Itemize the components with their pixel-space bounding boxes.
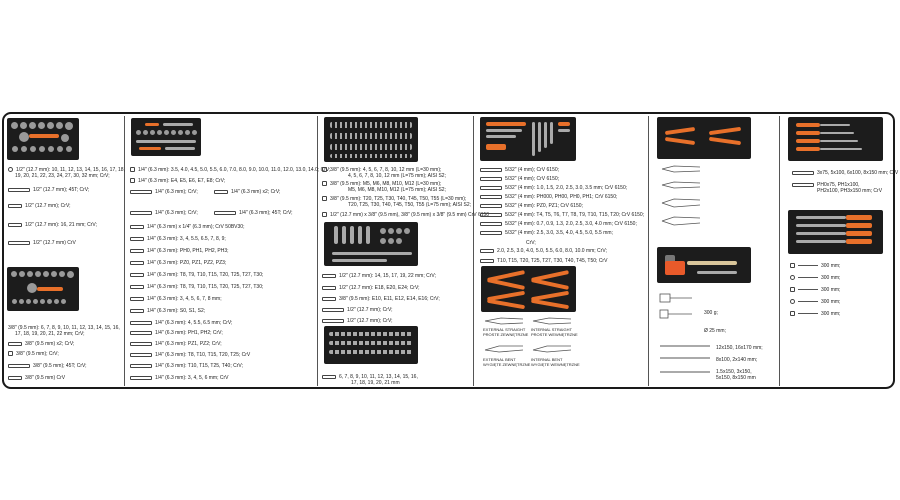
spec-line: 1/4" (6.3 mm): T8, T9, T10, T15, T20, T25, T27, T30; [130, 284, 263, 290]
spec-line: 3/8" (9.5 mm); 45T; CrV; [8, 363, 87, 369]
tray-image-long-sockets [324, 222, 418, 266]
spec-line: 1/4" (6.3 mm); CrV; [130, 210, 198, 216]
spec-line: 1/4" (6.3 mm): 3.5, 4.0, 4.5, 5.0, 5.5, 6.0, 7.0, 8.0, 9.0, 10.0, 11.0, 12.0, 13.0, 14.0; CrV; [130, 167, 330, 173]
spec-line: T10, T15, T20, T25, T27, T30, T40, T45, T50; CrV [480, 258, 607, 264]
spec-line: 3/8" (9.5 mm) CrV [8, 375, 65, 381]
spec-line: 1/4" (6.3 mm): S0, S1, S2; [130, 308, 205, 314]
spec-line: 3/8" (9.5 mm): T20, T25, T30, T40, T45, T50, T55 (L=30 mm); [322, 196, 466, 202]
spec-line: 300 mm; [790, 275, 840, 281]
spec-line: 300 mm; [790, 263, 840, 269]
pliers-outline-icon [531, 343, 575, 353]
spec-line: 3/8" (9.5 mm): 6, 7, 8, 9, 10, 11, 12, 13, 14, 15, 16, [8, 325, 120, 331]
column-divider [317, 116, 318, 386]
spec-line: 5/32" (4 mm); CrV 6150; [480, 176, 559, 182]
pliers-outline-icon [531, 316, 575, 326]
tray-image-circlip-pliers [481, 266, 576, 312]
plier-label: WYGIĘTE ZEWNĘTRZNE [483, 362, 531, 367]
spec-line: 5/32" (4 mm): PZ0, PZ1; CrV 6150; [480, 203, 583, 209]
spec-line: 17, 18, 19, 20, 21 mm [351, 380, 400, 386]
spec-line: CrV; [526, 240, 536, 246]
spec-line: 3/8" (9.5 mm) x2; CrV; [8, 341, 74, 347]
plier-label: WYGIĘTE WEWNĘTRZNE [531, 362, 580, 367]
spec-line: 5/32" (4 mm): 1.0, 1.5, 2.0, 2.5, 3.0, 3.5 mm; CrV 6150; [480, 185, 627, 191]
spec-line: T20, T25, T30, T40, T45, T50, T55 (L=75 mm); AISI S2; [348, 202, 471, 208]
spec-line: 1/4" (6.3 mm): T10, T15, T25, T40; CrV; [130, 363, 243, 369]
spec-line: 8x100, 2x140 mm; [716, 357, 758, 363]
spec-line: 300 mm; [790, 299, 840, 305]
tray-image-screwdrivers [788, 117, 883, 161]
spec-line: 19, 20, 21, 22, 23, 24, 27, 30, 32 mm; CrV; [15, 173, 110, 179]
spec-line: 12x150, 16x170 mm; [716, 345, 763, 351]
spec-line: 300 mm; [790, 287, 840, 293]
spec-line: 1/2" (12.7 mm): 16, 21 mm; CrV; [8, 222, 97, 228]
plier-label: PROSTE ZEWNĘTRZNE [483, 332, 529, 337]
spec-line: 1/2" (12.7 mm): 10, 11, 12, 13, 14, 15, 16, 17, 18, [8, 167, 125, 173]
spec-line: 3/8" (9.5 mm); CrV; [8, 351, 59, 357]
plier-label: INTERNAL STRAIGHT [531, 327, 572, 332]
spec-line: 3/8" (9.5 mm): E10, E11, E12, E14, E16; CrV; [322, 296, 440, 302]
pliers-outline-icon [483, 343, 527, 353]
spec-line: 1/4" (6.3 mm); 45T; CrV; [214, 210, 293, 216]
tray-image-files [788, 210, 883, 254]
spec-line: 5/32" (4 mm): 2.5, 3.0, 3.5, 4.0, 4.5, 5.0, 5.5 mm; [480, 230, 613, 236]
spec-line: 4, 5, 6, 7, 8, 10, 12 mm (L=75 mm); AISI S2; [348, 173, 446, 179]
pliers-outline-icon [660, 163, 708, 233]
spec-line: 5x150, 8x150 mm [716, 375, 756, 381]
spec-line: 1/4" (6.3 mm): 3, 4, 5.5, 6.5, 7, 8, 9; [130, 236, 226, 242]
plier-label: EXTERNAL BENT [483, 357, 516, 362]
spec-line: 2.0, 2.5, 3.0, 4.0, 5.0, 5.5, 6.0, 8.0, 10.0 mm; CrV; [480, 248, 607, 254]
spec-line: 5/32" (4 mm): PH000, PH00, PH0, PH1; CrV 6150; [480, 194, 617, 200]
spec-line: 1/4" (6.3 mm): 4, 5.5, 6.5 mm; CrV; [130, 320, 232, 326]
spec-line: 1/2" (12.7 mm); CrV; [322, 318, 393, 324]
tray-image-bits-and-sockets [324, 117, 418, 162]
spec-line: 300 g; [704, 310, 718, 316]
spec-line: PH0x75, PH1x100, [792, 182, 860, 188]
tray-image-quarter-inch-set [131, 118, 201, 156]
spec-line: 1/2" (12.7 mm) CrV [8, 240, 76, 246]
tray-image-half-inch-sockets [7, 118, 79, 160]
spec-line: 5/32" (4 mm); CrV 6150; [480, 167, 559, 173]
spec-line: 1/2" (12.7 mm); 45T; CrV; [8, 187, 89, 193]
spec-line: 3x75, 5x100, 6x100, 8x150 mm; CrV [792, 170, 898, 176]
column-divider [473, 116, 474, 386]
spec-line: 3/8" (9.5 mm): M5, M6, M8, M10, M12 (L=30 mm); [322, 181, 441, 187]
spec-line: PH2x100, PH3x150 mm; CrV [817, 188, 883, 194]
spec-line: 1/2" (12.7 mm); CrV; [322, 307, 393, 313]
tray-image-three-eighths-sockets [7, 267, 79, 311]
column-divider [124, 116, 125, 386]
spec-line: 1/4" (6.3 mm): PH1, PH2; CrV; [130, 330, 223, 336]
spec-line: 1/4" (6.3 mm): 3, 4, 5, 6 mm; CrV [130, 375, 228, 381]
spec-line: 1/4" (6.3 mm): 3, 4, 5, 6, 7, 8 mm; [130, 296, 222, 302]
spec-line: 3/8" (9.5 mm): 4, 5, 6, 7, 8, 10, 12 mm (L=30 mm); [322, 167, 441, 173]
spec-line: 5/32" (4 mm): 0.7, 0.9, 1.3, 2.0, 2.5, 3.0, 4.0 mm; CrV 6150; [480, 221, 637, 227]
spec-line: 17, 18, 19, 20, 21, 22 mm; CrV; [15, 331, 85, 337]
spec-line: 1/4" (6.3 mm): PZ1, PZ2; CrV; [130, 341, 222, 347]
plier-label: EXTERNAL STRAIGHT [483, 327, 526, 332]
spec-line: 300 mm; [790, 311, 840, 317]
spec-line: 1/4" (6.3 mm): PZ0, PZ1, PZ2, PZ3; [130, 260, 226, 266]
spec-line: 6, 7, 8, 9, 10, 11, 12, 13, 14, 15, 16, [322, 374, 418, 380]
tray-image-hammer-chisels [657, 247, 751, 283]
column-divider [779, 116, 780, 386]
plier-label: INTERNAL BENT [531, 357, 563, 362]
spec-line: Ø 25 mm; [704, 328, 726, 334]
column-divider [648, 116, 649, 386]
spec-line: 1/2" (12.7 mm): E18, E20, E24; CrV; [322, 285, 420, 291]
tray-image-hex-keys-screwdrivers [480, 117, 576, 161]
spec-line: 1/4" (6.3 mm); CrV; [130, 189, 198, 195]
spec-line: 1/4" (6.3 mm): E4, E5, E6, E7, E8; CrV; [130, 178, 225, 184]
spec-line: 1/2" (12.7 mm): 14, 15, 17, 19, 22 mm; CrV; [322, 273, 436, 279]
spec-line: 1/4" (6.3 mm) x 1/4" (6.3 mm); CrV 50BV30; [130, 224, 244, 230]
spec-line: 5/32" (4 mm): T4, T5, T6, T7, T8, T9, T10, T15, T20; CrV 6150; [480, 212, 644, 218]
pliers-outline-icon [483, 316, 527, 326]
spec-line: 1/4" (6.3 mm): T8, T9, T10, T15, T20, T25, T27, T30; [130, 272, 263, 278]
hammer-outline-icon [658, 292, 694, 322]
spec-line: 1/2" (12.7 mm) x 3/8" (9.5 mm), 3/8" (9.5 mm) x 3/8" (9.5 mm) CrV 6150 [322, 212, 489, 218]
tray-image-combination-wrenches [324, 326, 418, 364]
chisel-punch-outline-icon [658, 342, 712, 378]
plier-label: PROSTE WEWNĘTRZNE [531, 332, 578, 337]
spec-line: 1/4" (6.3 mm): PH0, PH1, PH2, PH3; [130, 248, 229, 254]
tray-image-pliers-set [657, 117, 751, 159]
spec-line: 1/4" (6.3 mm) x2; CrV; [214, 189, 280, 195]
spec-line: 1.5x150, 3x150, [716, 369, 752, 375]
spec-line: 1/2" (12.7 mm); CrV; [8, 203, 71, 209]
spec-line: 1/4" (6.3 mm): T8, T10, T15, T20, T25; CrV [130, 352, 250, 358]
spec-line: M5, M6, M8, M10, M12 (L=75 mm); AISI S2; [348, 187, 446, 193]
